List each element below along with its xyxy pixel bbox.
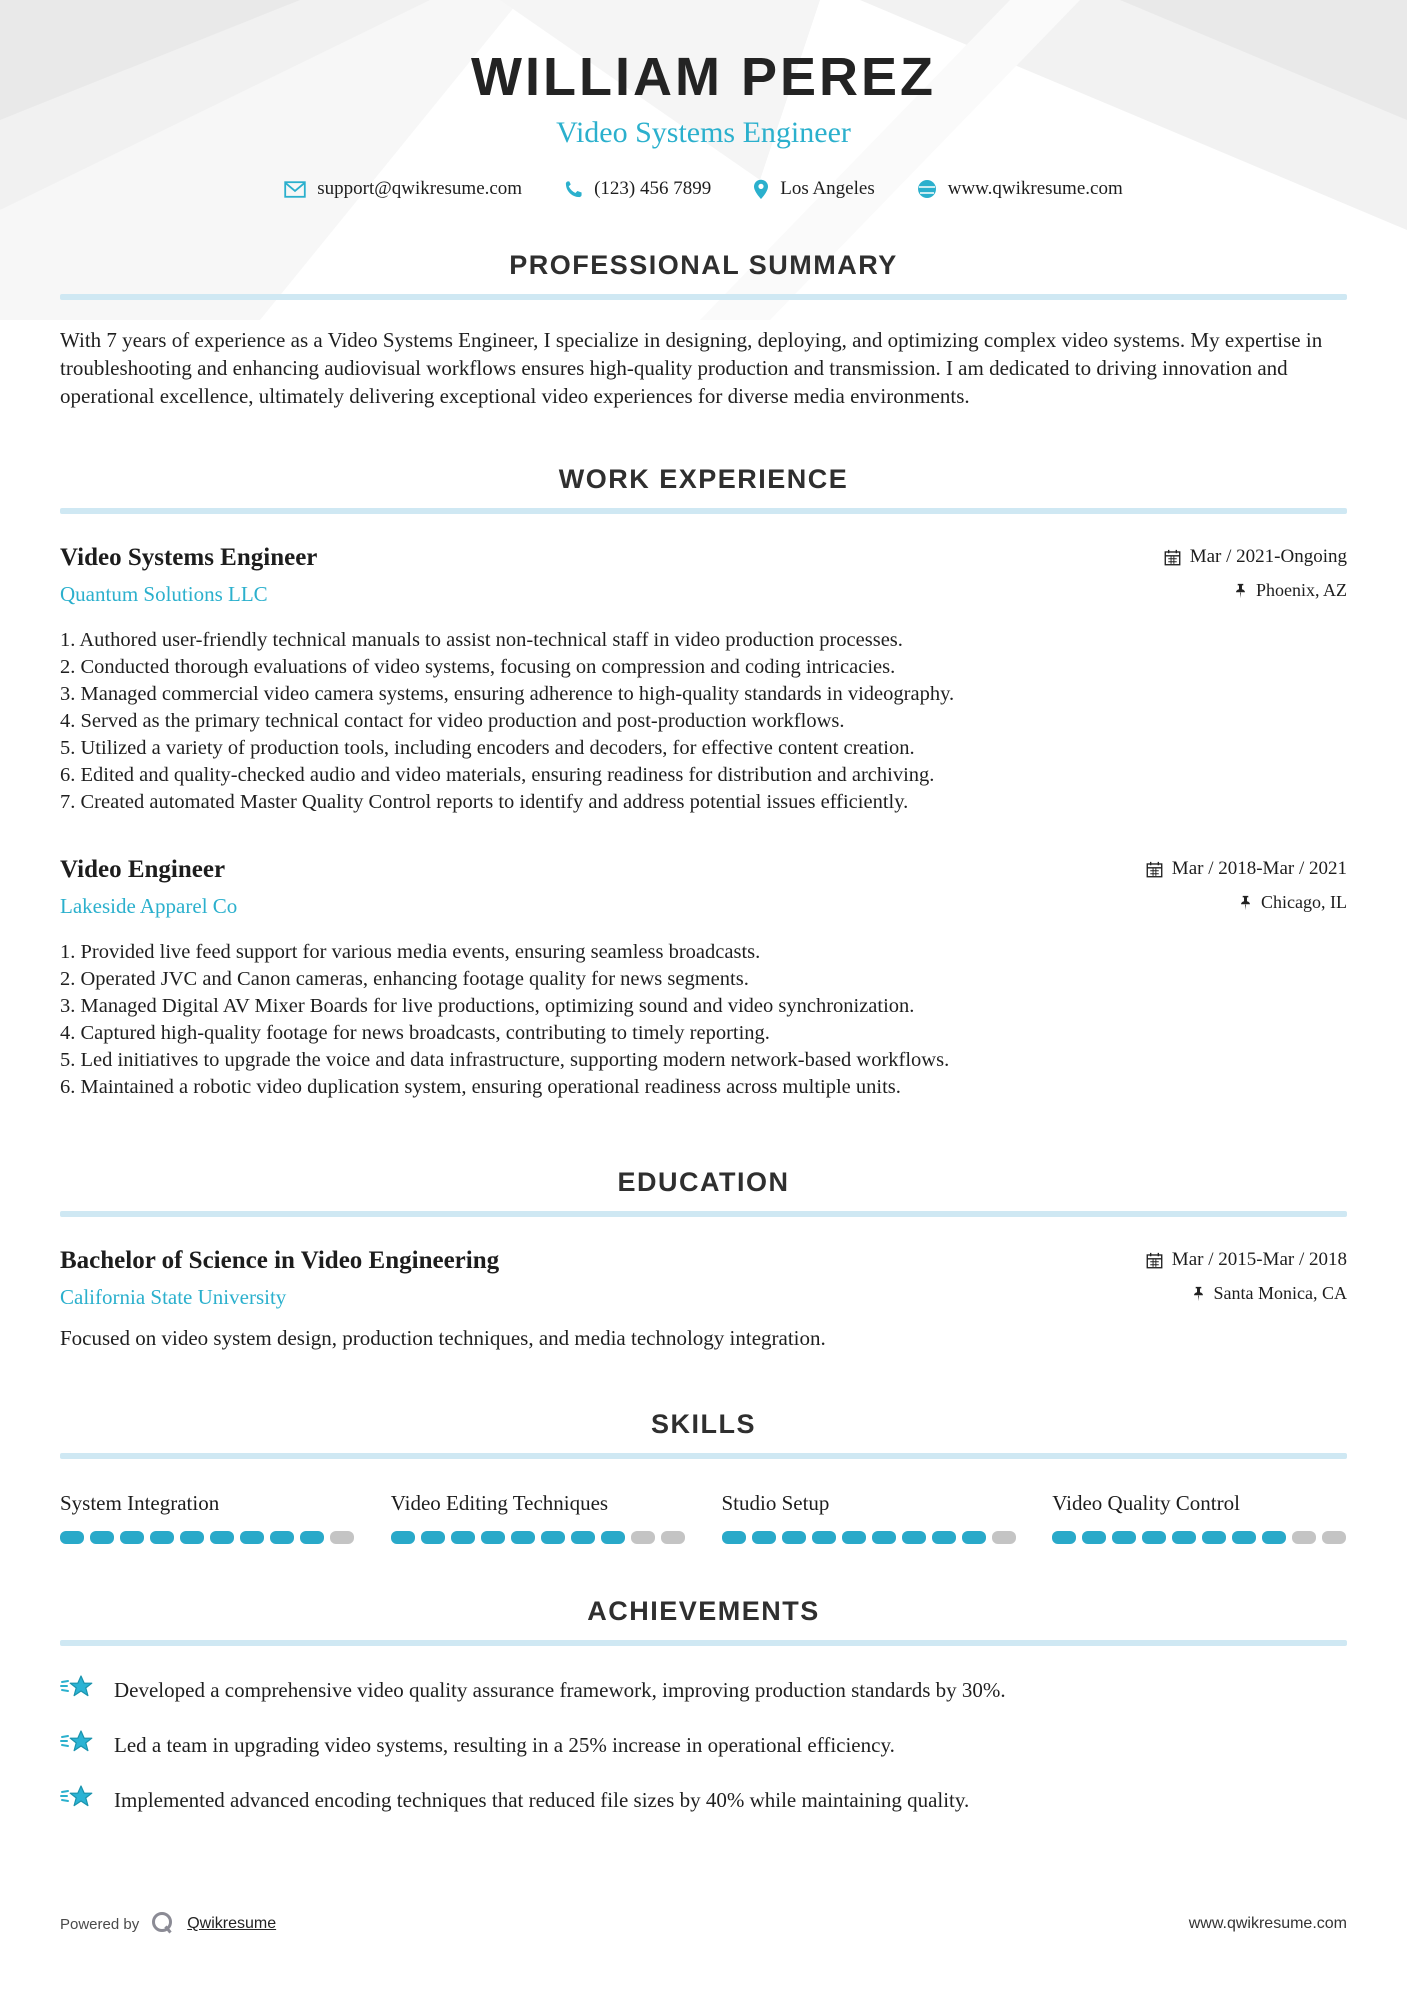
education-entry [60,1247,1347,1351]
skill-item [722,1491,1017,1544]
skill-dot-filled [962,1531,986,1544]
job-bullet: Operated JVC and Canon cameras, enhancing footage quality for news segments. [80,968,749,990]
pushpin-icon [1234,583,1247,599]
skill-dot-filled [1112,1531,1136,1544]
star-icon [60,1784,94,1810]
calendar-icon [1146,861,1163,878]
skill-label: Video Quality Control [1052,1491,1240,1515]
skill-dot-empty [1292,1531,1316,1544]
skill-dot-filled [872,1531,896,1544]
job-company: Quantum Solutions LLC [60,582,268,606]
school-name: California State University [60,1285,287,1309]
skill-dot-empty [631,1531,655,1544]
job-bullet: Utilized a variety of production tools, including encoders and decoders, for effective content creation. [80,737,915,759]
skill-dot-filled [571,1531,595,1544]
skill-dot-filled [150,1531,174,1544]
achievement-text: Implemented advanced encoding techniques that reduced file sizes by 40% while maintaining quality. [114,1788,970,1812]
job-date [1164,546,1347,568]
skill-dot-empty [661,1531,685,1544]
achievement-item [60,1786,1347,1814]
education-date [1146,1249,1347,1271]
skill-dot-filled [1202,1531,1226,1544]
skills-heading: SKILLS [650,1409,756,1439]
job-location-text: Chicago, IL [1261,892,1347,912]
skills-grid [60,1491,1347,1544]
job-location-text: Phoenix, AZ [1255,580,1347,600]
location-pin-icon [753,179,769,200]
skill-dot-filled [722,1531,746,1544]
section-skills [60,1409,1347,1544]
contact-row [60,178,1347,200]
section-underline [60,1211,1347,1217]
job-bullet-list [60,627,1347,816]
contact-email[interactable] [270,178,536,200]
achievement-item [60,1676,1347,1704]
job-title: Video Systems Engineer [60,544,318,571]
qwikresume-logo [149,1910,177,1938]
skill-dot-filled [782,1531,806,1544]
contact-email-text: support@qwikresume.com [317,178,523,199]
job-entry [60,544,1347,816]
education-location-text: Santa Monica, CA [1213,1283,1347,1303]
resume-header [60,0,1347,200]
contact-location-text: Los Angeles [780,178,875,199]
skill-dot-filled [90,1531,114,1544]
achievements-heading: ACHIEVEMENTS [587,1596,820,1626]
skill-dot-filled [601,1531,625,1544]
section-work-experience [60,464,1347,1101]
person-title: Video Systems Engineer [556,116,851,149]
skill-dot-filled [210,1531,234,1544]
education-location [1146,1283,1347,1304]
job-bullet: Captured high-quality footage for news broadcasts, contributing to timely reporting. [80,1022,770,1044]
job-entry [60,856,1347,1101]
globe-icon [917,179,937,199]
job-bullet: Created automated Master Quality Control reports to identify and address potential issues efficiently. [80,791,909,813]
contact-phone [550,178,725,200]
section-underline [60,1453,1347,1459]
summary-heading: PROFESSIONAL SUMMARY [509,250,898,280]
skill-level-dots [391,1531,686,1544]
education-heading: EDUCATION [617,1167,790,1197]
work-heading: WORK EXPERIENCE [558,464,849,494]
skill-dot-filled [812,1531,836,1544]
skill-dot-filled [120,1531,144,1544]
page-footer [60,1910,1347,1938]
skill-item [1052,1491,1347,1544]
section-professional-summary [60,250,1347,410]
education-description: Focused on video system design, production techniques, and media technology integration. [60,1326,826,1350]
skill-dot-filled [1172,1531,1196,1544]
skill-dot-filled [60,1531,84,1544]
job-date [1146,858,1347,880]
skill-dot-filled [1142,1531,1166,1544]
achievements-list [60,1676,1347,1814]
skill-dot-filled [1082,1531,1106,1544]
pushpin-icon [1192,1286,1205,1302]
section-underline [60,1640,1347,1646]
achievement-item [60,1731,1347,1759]
job-date-text: Mar / 2021-Ongoing [1189,546,1347,567]
phone-icon [564,180,583,199]
contact-website-text: www.qwikresume.com [947,178,1123,199]
skill-dot-filled [391,1531,415,1544]
skill-dot-filled [1232,1531,1256,1544]
skill-dot-empty [1322,1531,1346,1544]
skill-dot-filled [511,1531,535,1544]
job-bullet: Managed Digital AV Mixer Boards for live productions, optimizing sound and video synchronization. [80,995,915,1017]
skill-dot-filled [451,1531,475,1544]
skill-dot-filled [541,1531,565,1544]
achievement-text: Led a team in upgrading video systems, resulting in a 25% increase in operational efficiency. [114,1733,895,1757]
skill-dot-filled [1262,1531,1286,1544]
skill-dot-empty [992,1531,1016,1544]
job-bullet: Edited and quality-checked audio and video materials, ensuring readiness for distribution and archiving. [80,764,935,786]
skill-item [60,1491,355,1544]
powered-by-label: Powered by [60,1915,140,1933]
job-bullet: Provided live feed support for various media events, ensuring seamless broadcasts. [80,941,761,963]
job-bullet: Managed commercial video camera systems, ensuring adherence to high-quality standards in videography. [80,683,955,705]
job-bullet: Served as the primary technical contact for video production and post-production workflows. [80,710,845,732]
skill-dot-filled [932,1531,956,1544]
footer-website-link[interactable]: www.qwikresume.com [1188,1915,1347,1932]
skill-dot-filled [270,1531,294,1544]
contact-phone-text: (123) 456 7899 [594,178,712,199]
skill-dot-filled [300,1531,324,1544]
section-achievements [60,1596,1347,1814]
skill-dot-filled [421,1531,445,1544]
skill-label: System Integration [60,1491,220,1515]
calendar-icon [1146,1252,1163,1269]
jobs-container [60,544,1347,1101]
achievement-text: Developed a comprehensive video quality assurance framework, improving production standards by 30%. [114,1678,1006,1702]
job-location [1146,892,1347,913]
section-education [60,1167,1347,1351]
footer-branding [60,1910,276,1938]
skill-dot-empty [330,1531,354,1544]
skill-dot-filled [752,1531,776,1544]
pushpin-icon [1239,895,1252,911]
job-bullet: Led initiatives to upgrade the voice and data infrastructure, supporting modern network-based workflows. [80,1049,950,1071]
skill-level-dots [60,1531,355,1544]
skill-label: Video Editing Techniques [390,1491,609,1515]
skill-dot-filled [902,1531,926,1544]
job-bullet: Maintained a robotic video duplication system, ensuring operational readiness across multiple units. [80,1076,901,1098]
job-location [1164,580,1347,601]
skill-label: Studio Setup [721,1491,830,1515]
contact-website[interactable] [903,178,1137,200]
skill-dot-filled [180,1531,204,1544]
job-bullet: Authored user-friendly technical manuals to assist non-technical staff in video production processes. [79,629,903,651]
job-company: Lakeside Apparel Co [60,894,238,918]
skill-dot-filled [842,1531,866,1544]
skill-dot-filled [1052,1531,1076,1544]
contact-location [739,178,888,200]
skill-level-dots [722,1531,1017,1544]
skill-item [391,1491,686,1544]
education-date-text: Mar / 2015-Mar / 2018 [1171,1249,1347,1270]
email-icon [284,181,306,198]
skill-level-dots [1052,1531,1347,1544]
qwikresume-link[interactable]: Qwikresume [187,1915,277,1932]
calendar-icon [1164,549,1181,566]
job-date-text: Mar / 2018-Mar / 2021 [1171,858,1347,879]
job-bullet: Conducted thorough evaluations of video systems, focusing on compression and coding intricacies. [80,656,896,678]
job-title: Video Engineer [60,856,226,883]
summary-text: With 7 years of experience as a Video Systems Engineer, I specialize in designing, deploying, and optimizing complex video systems. My expertise in troubleshooting and enhancing audiovisual workflows ensures high-quality production and transmission. I am dedicated to driving innovation and operational excellence, ultimately delivering exceptional video experiences for diverse media environments. [60,328,1323,408]
job-bullet-list [60,939,1347,1101]
star-icon [60,1729,94,1755]
star-icon [60,1674,94,1700]
skill-dot-filled [481,1531,505,1544]
section-underline [60,294,1347,300]
skill-dot-filled [240,1531,264,1544]
degree-title: Bachelor of Science in Video Engineering [60,1247,500,1274]
person-name: WILLIAM PEREZ [471,47,936,107]
section-underline [60,508,1347,514]
